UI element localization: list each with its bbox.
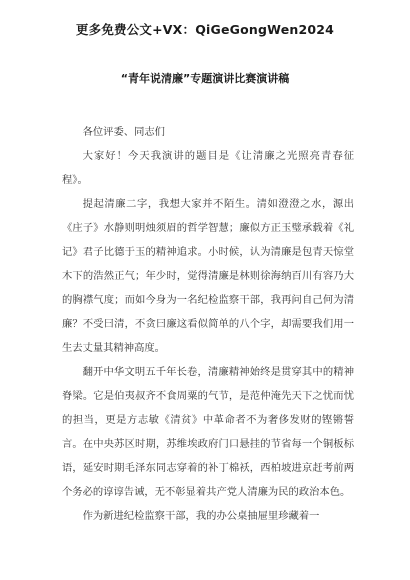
document-body — [62, 120, 354, 528]
paragraph: 翻开中华文明五千年长卷，清廉精神始终是贯穿其中的精神脊梁。它是伯夷叔齐不食周粟的气节，是范仲淹先天下之忧而忧的担当，更是方志敏《清贫》中革命者不为奢侈发财的铿锵誓言。在中央苏区时期，苏维埃政府门口悬挂的节省每一个铜板标语，延安时期毛泽东同志穿着的补丁棉袄，西柏坡进京赶考前两个务必的谆谆告诫，无不彰显着共产党人清廉为民的政治本色。 — [62, 366, 354, 498]
paragraph: 作为新进纪检监察干部，我的办公桌抽屉里珍藏着一 — [82, 510, 320, 522]
promo-header: 更多免费公文+VX：QiGeGongWen2024 — [75, 22, 335, 37]
paragraph: 大家好！今天我演讲的题目是《让清廉之光照亮青春征程》。 — [62, 150, 354, 186]
salutation: 各位评委、同志们 — [82, 126, 165, 138]
paragraph: 提起清廉二字，我想大家并不陌生。清如澄澄之水，源出《庄子》水静则明烛须眉的哲学智慧；廉似方正玉璧承载着《礼记》君子比德于玉的精神追求。小时候，认为清廉是包青天惊堂木下的浩然正气；年少时，觉得清廉是林则徐海纳百川有容乃大的胸襟气度；而如今身为一名纪检监察干部，我再问自己何为清廉？不受曰清，不贪曰廉这看似简单的八个字，却需要我们用一生去丈量其精神高度。 — [62, 198, 354, 354]
document-title: “青年说清廉”专题演讲比赛演讲稿 — [120, 72, 290, 85]
